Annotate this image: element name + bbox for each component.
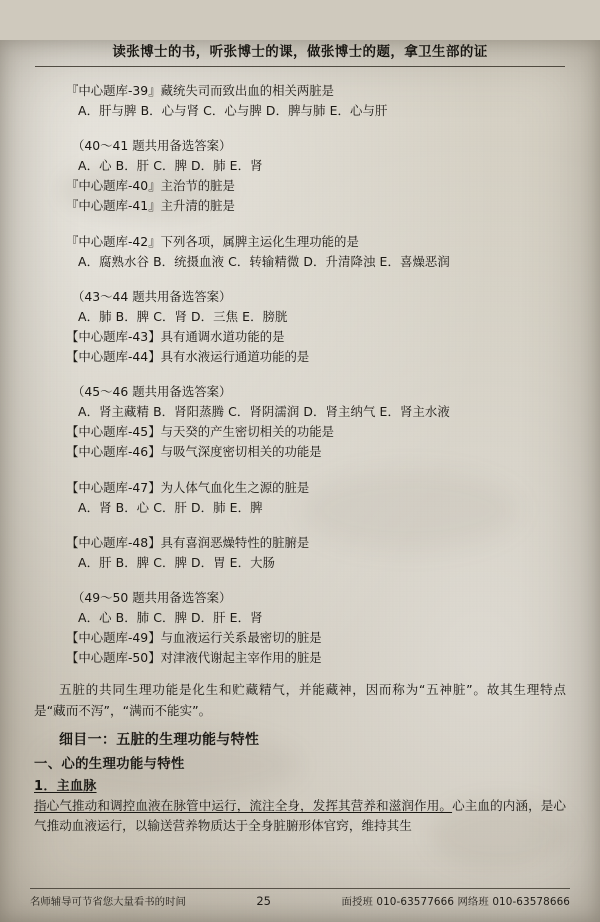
question-block (34, 81, 566, 121)
question-stem: 【中心题库-49】与血液运行关系最密切的脏是 (66, 630, 322, 646)
page-footer (0, 888, 600, 908)
shared-options-note: （43～44 题共用备选答案） (72, 288, 232, 304)
definition-underlined-text: 指心气推动和调控血液在脉管中运行，流注全身，发挥其营养和滋润作用。 (34, 798, 453, 814)
question-block (34, 287, 566, 367)
question-stem: 『中心题库-42』下列各项，属脾主运化生理功能的是 (66, 233, 359, 249)
question-block (34, 136, 566, 216)
summary-paragraph: 五脏的共同生理功能是化生和贮藏精气，并能藏神，因而称为“五神脏”。故其生理特点是“藏而不泻”，“满而不能实”。 (34, 682, 566, 718)
question-stem: 『中心题库-41』主升清的脏是 (66, 198, 235, 214)
question-block (34, 533, 566, 573)
footer-divider (30, 888, 570, 889)
definition-paragraph (34, 796, 566, 837)
question-block (34, 588, 566, 668)
question-block (34, 232, 566, 272)
question-stem: 【中心题库-44】具有水液运行通道功能的是 (66, 349, 310, 365)
question-stem: 【中心题库-45】与天癸的产生密切相关的功能是 (66, 424, 335, 440)
question-block (34, 478, 566, 518)
question-options: A．肾主藏精 B．肾阳蒸腾 C．肾阴濡润 D．肾主纳气 E．肾主水液 (78, 404, 450, 420)
question-stem: 【中心题库-47】为人体气血化生之源的脏是 (66, 479, 310, 495)
page-header-title: 读张博士的书，听张博士的课，做张博士的题，拿卫生部的证 (112, 44, 488, 60)
scanned-page (0, 40, 600, 922)
header-divider (35, 66, 565, 67)
footer-left-text: 名师辅导可节省您大量看书的时间 (30, 896, 186, 908)
section-heading-heart: 一、心的生理功能与特性 (34, 757, 185, 773)
question-options: A．腐熟水谷 B．统摄血液 C．转输精微 D．升清降浊 E．喜燥恶润 (78, 253, 450, 269)
question-stem: 【中心题库-46】与吸气深度密切相关的功能是 (66, 444, 322, 460)
question-block (34, 382, 566, 462)
question-options: A．肝与脾 B．心与肾 C．心与脾 D．脾与肺 E．心与肝 (78, 103, 388, 119)
question-options: A．心 B．肝 C．脾 D．肺 E．肾 (78, 158, 263, 174)
question-options: A．肺 B．脾 C．肾 D．三焦 E．膀胱 (78, 308, 288, 324)
question-options: A．肾 B．心 C．肝 D．肺 E．脾 (78, 499, 263, 515)
page-content (0, 40, 600, 837)
question-options: A．心 B．肺 C．脾 D．肝 E．肾 (78, 609, 263, 625)
question-list (34, 81, 566, 668)
shared-options-note: （49～50 题共用备选答案） (72, 589, 232, 605)
subsection-heading-blood-vessels: 1．主血脉 (34, 779, 97, 795)
question-stem: 【中心题库-43】具有通调水道功能的是 (66, 328, 285, 344)
shared-options-note: （40～41 题共用备选答案） (72, 138, 232, 154)
question-stem: 【中心题库-50】对津液代谢起主宰作用的脏是 (66, 650, 322, 666)
question-stem: 【中心题库-48】具有喜润恶燥特性的脏腑是 (66, 534, 310, 550)
question-stem: 『中心题库-39』藏统失司而致出血的相关两脏是 (66, 83, 335, 98)
question-options: A．肝 B．脾 C．脾 D．胃 E．大肠 (78, 554, 276, 570)
page-number: 25 (256, 893, 271, 908)
question-stem: 『中心题库-40』主治节的脏是 (66, 178, 235, 194)
definition-tail-text: 心主血的内涵，是心气推动血液运行，以输送营养物质达于全身脏腑形体官窍，维持其生 (34, 798, 567, 834)
section-heading-detail: 细目一：五脏的生理功能与特性 (59, 732, 260, 749)
shared-options-note: （45～46 题共用备选答案） (72, 384, 232, 400)
footer-contact-info: 面授班 010-63577666 网络班 010-63578666 (341, 896, 570, 908)
